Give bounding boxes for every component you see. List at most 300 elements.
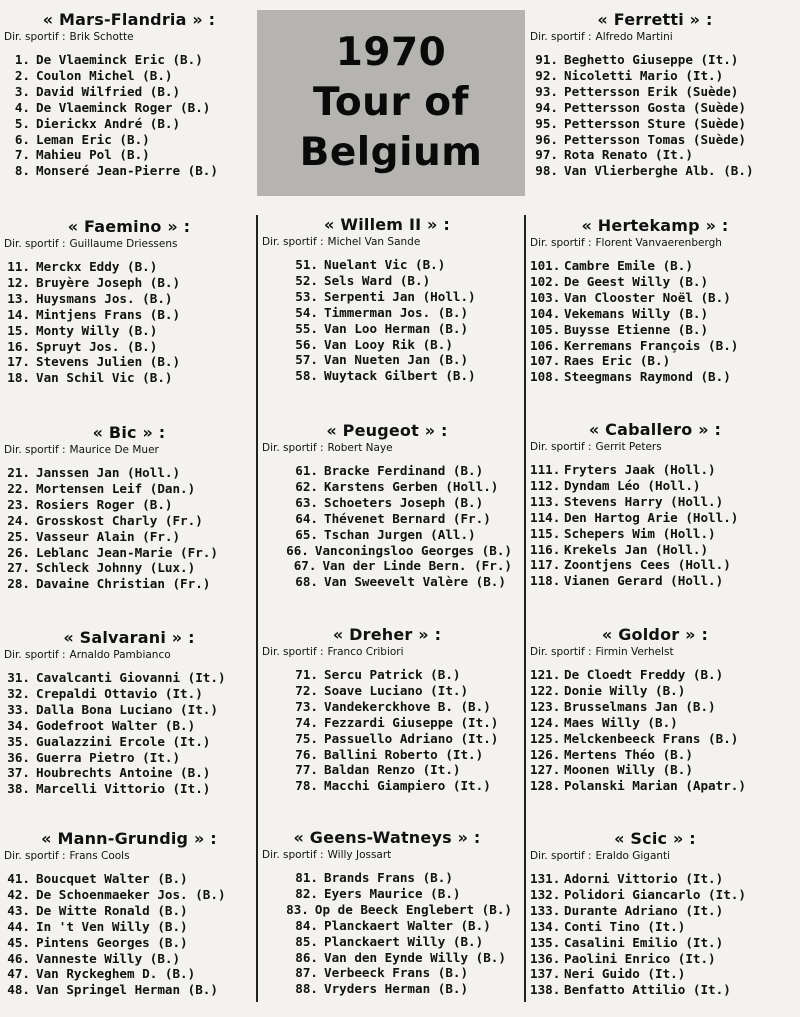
team-block — [262, 215, 512, 384]
rider-number: 83. — [286, 901, 309, 917]
rider-name: Gualazzini Ercole (It.) — [36, 733, 211, 749]
rider-row — [530, 510, 780, 526]
rider-row — [4, 781, 254, 797]
rider-number: 82. — [295, 885, 318, 901]
rider-row — [530, 258, 780, 274]
rider-row — [4, 68, 254, 84]
rider-row — [530, 573, 780, 589]
rider-number: 87. — [295, 965, 318, 981]
rider-number: 33. — [7, 701, 30, 717]
team-director — [4, 238, 254, 250]
rider-row — [262, 715, 512, 731]
rider-number: 48. — [7, 982, 30, 998]
rider-number: 85. — [295, 933, 318, 949]
director-name: Firmin Verhelst — [595, 646, 674, 658]
team-block — [530, 829, 780, 998]
rider-row — [4, 576, 254, 592]
rider-number: 67. — [293, 558, 317, 574]
team-director — [262, 849, 512, 861]
director-name: Willy Jossart — [327, 849, 392, 861]
rider-number: 25. — [7, 528, 30, 544]
rider-row — [4, 307, 254, 323]
team-name: « Bic » : — [92, 423, 166, 442]
rider-number: 34. — [7, 717, 30, 733]
rider-name: Marcelli Vittorio (It.) — [36, 781, 211, 797]
rider-name: Mertens Théo (B.) — [564, 746, 693, 762]
rider-number: 126. — [530, 746, 561, 762]
rider-number: 125. — [530, 730, 561, 746]
rider-row — [4, 291, 254, 307]
rider-list — [4, 465, 254, 592]
team-director — [4, 444, 254, 456]
rider-row — [262, 762, 512, 778]
rider-row — [530, 274, 780, 290]
rider-number: 81. — [295, 870, 318, 885]
rider-name: Cambre Emile (B.) — [564, 258, 693, 273]
team-block — [530, 420, 780, 589]
rider-number: 61. — [295, 463, 318, 478]
rider-name: Planckaert Willy (B.) — [324, 933, 484, 949]
team-name: « Mars-Flandria » : — [42, 10, 216, 29]
rider-row — [4, 497, 254, 513]
team-director — [262, 442, 512, 454]
rider-row — [530, 100, 780, 116]
rider-name: Mahieu Pol (B.) — [36, 147, 150, 163]
rider-name: Dalla Bona Luciano (It.) — [36, 701, 218, 717]
director-name: Frans Cools — [69, 850, 130, 862]
rider-row — [4, 686, 254, 702]
rider-name: Dyndam Léo (Holl.) — [564, 477, 701, 493]
rider-number: 98. — [535, 163, 558, 179]
rider-number: 64. — [295, 510, 318, 526]
rider-row — [4, 765, 254, 781]
team-name: « Goldor » : — [601, 625, 709, 644]
director-name: Gerrit Peters — [595, 441, 662, 453]
rider-row — [262, 527, 512, 543]
team-director — [530, 31, 780, 43]
rider-row — [530, 903, 780, 919]
rider-row — [262, 352, 512, 368]
rider-row — [262, 950, 512, 966]
director-label: Dir. sportif : — [530, 441, 592, 453]
rider-row — [530, 306, 780, 322]
team-block — [4, 628, 254, 797]
rider-name: Vianen Gerard (Holl.) — [564, 573, 724, 589]
rider-number: 78. — [295, 778, 318, 794]
rider-number: 7. — [14, 147, 30, 163]
director-label: Dir. sportif : — [262, 646, 324, 658]
rider-name: Passuello Adriano (It.) — [324, 730, 499, 746]
rider-row — [262, 463, 512, 479]
rider-name: Monseré Jean-Pierre (B.) — [36, 163, 218, 179]
rider-number: 107. — [530, 353, 561, 369]
rider-number: 45. — [7, 934, 30, 950]
rider-name: Polidori Giancarlo (It.) — [564, 886, 746, 902]
rider-row — [4, 323, 254, 339]
rider-number: 96. — [535, 131, 558, 147]
rider-row — [530, 715, 780, 731]
rider-number: 108. — [530, 369, 561, 385]
director-name: Florent Vanvaerenbergh — [595, 237, 722, 249]
rider-row — [4, 529, 254, 545]
rider-number: 136. — [530, 950, 561, 966]
rider-row — [530, 919, 780, 935]
rider-number: 2. — [14, 67, 30, 83]
team-block — [530, 10, 780, 179]
rider-row — [4, 935, 254, 951]
rider-row — [262, 731, 512, 747]
rider-name: Vryders Herman (B.) — [324, 981, 469, 997]
rider-list — [4, 259, 254, 386]
rider-number: 135. — [530, 934, 561, 950]
rider-number: 121. — [530, 667, 561, 682]
rider-number: 102. — [530, 273, 561, 289]
rider-number: 88. — [295, 981, 318, 997]
rider-row — [262, 574, 512, 590]
rider-name: Dierickx André (B.) — [36, 115, 181, 131]
rider-row — [4, 670, 254, 686]
rider-list — [262, 463, 512, 590]
rider-name: Donie Willy (B.) — [564, 682, 686, 698]
rider-row — [4, 132, 254, 148]
rider-name: Spruyt Jos. (B.) — [36, 338, 158, 354]
rider-number: 32. — [7, 685, 30, 701]
rider-name: Maes Willy (B.) — [564, 714, 678, 730]
rider-row — [4, 370, 254, 386]
rider-row — [530, 322, 780, 338]
rider-row — [530, 147, 780, 163]
rider-name: Crepaldi Ottavio (It.) — [36, 685, 203, 701]
rider-name: Van Ryckeghem D. (B.) — [36, 966, 196, 982]
rider-row — [4, 734, 254, 750]
rider-name: Pettersson Tomas (Suède) — [564, 131, 746, 147]
rider-row — [4, 545, 254, 561]
director-label: Dir. sportif : — [530, 646, 592, 658]
rider-number: 21. — [7, 465, 30, 480]
rider-number: 114. — [530, 509, 561, 525]
director-name: Brik Schotte — [69, 31, 134, 43]
rider-name: Merckx Eddy (B.) — [36, 259, 158, 274]
rider-row — [4, 259, 254, 275]
rider-number: 4. — [14, 99, 30, 115]
rider-name: Baldan Renzo (It.) — [324, 762, 461, 778]
rider-row — [262, 495, 512, 511]
team-block — [4, 10, 254, 179]
rider-number: 46. — [7, 950, 30, 966]
rider-number: 76. — [295, 746, 318, 762]
rider-name: Coulon Michel (B.) — [36, 67, 173, 83]
rider-row — [530, 494, 780, 510]
rider-name: Beghetto Giuseppe (It.) — [564, 52, 739, 67]
rider-row — [262, 965, 512, 981]
rider-row — [4, 702, 254, 718]
rider-name: Cavalcanti Giovanni (It.) — [36, 670, 226, 685]
rider-name: Rota Renato (It.) — [564, 147, 693, 163]
rider-row — [4, 919, 254, 935]
rider-name: Planckaert Walter (B.) — [324, 917, 491, 933]
rider-name: Macchi Giampiero (It.) — [324, 778, 491, 794]
rider-row — [4, 339, 254, 355]
team-block — [262, 625, 512, 794]
rider-row — [530, 478, 780, 494]
rider-name: Tschan Jurgen (All.) — [324, 526, 476, 542]
rider-name: De Schoenmaeker Jos. (B.) — [36, 886, 226, 902]
director-label: Dir. sportif : — [262, 849, 324, 861]
rider-name: Ballini Roberto (It.) — [324, 746, 484, 762]
rider-name: Benfatto Attilio (It.) — [564, 982, 731, 998]
rider-name: Stevens Harry (Holl.) — [564, 493, 724, 509]
rider-name: Krekels Jan (Holl.) — [564, 541, 709, 557]
rider-row — [530, 353, 780, 369]
team-name: « Willem II » : — [324, 215, 450, 234]
rider-number: 101. — [530, 258, 561, 273]
rider-name: Serpenti Jan (Holl.) — [324, 288, 476, 304]
rider-name: Van Looy Rik (B.) — [324, 336, 453, 352]
rider-list — [530, 52, 780, 179]
rider-row — [530, 290, 780, 306]
director-label: Dir. sportif : — [530, 237, 592, 249]
director-name: Michel Van Sande — [327, 236, 421, 248]
rider-number: 91. — [535, 52, 558, 67]
rider-name: Vandekerckhove B. (B.) — [324, 698, 491, 714]
rider-number: 14. — [7, 306, 30, 322]
rider-list — [4, 52, 254, 179]
rider-name: Stevens Julien (B.) — [36, 354, 181, 370]
rider-name: Casalini Emilio (It.) — [564, 934, 724, 950]
rider-row — [262, 778, 512, 794]
rider-row — [262, 934, 512, 950]
rider-number: 97. — [535, 147, 558, 163]
rider-name: Wuytack Gilbert (B.) — [324, 368, 476, 384]
team-name: « Geens-Watneys » : — [293, 828, 481, 847]
rider-row — [4, 951, 254, 967]
rider-name: De Vlaeminck Eric (B.) — [36, 52, 203, 67]
rider-row — [4, 275, 254, 291]
rider-row — [4, 52, 254, 68]
rider-list — [530, 462, 780, 589]
rider-row — [262, 511, 512, 527]
rider-row — [262, 699, 512, 715]
rider-list — [262, 667, 512, 794]
rider-name: Moonen Willy (B.) — [564, 762, 693, 778]
rider-number: 58. — [295, 368, 318, 384]
rider-number: 75. — [295, 730, 318, 746]
rider-row — [262, 918, 512, 934]
director-label: Dir. sportif : — [530, 850, 592, 862]
rider-name: Leman Eric (B.) — [36, 131, 150, 147]
team-director — [4, 31, 254, 43]
rider-name: Vasseur Alain (Fr.) — [36, 528, 181, 544]
rider-row — [262, 305, 512, 321]
rider-list — [530, 258, 780, 385]
rider-row — [530, 778, 780, 794]
team-name: « Salvarani » : — [63, 628, 195, 647]
rider-row — [530, 68, 780, 84]
rider-name: Van Loo Herman (B.) — [324, 320, 469, 336]
rider-number: 77. — [295, 762, 318, 778]
rider-name: Kerremans François (B.) — [564, 337, 739, 353]
team-block — [4, 423, 254, 592]
director-label: Dir. sportif : — [262, 442, 324, 454]
rider-name: Godefroot Walter (B.) — [36, 717, 196, 733]
rider-number: 1. — [14, 52, 30, 67]
rider-name: Monty Willy (B.) — [36, 322, 158, 338]
rider-number: 133. — [530, 902, 561, 918]
rider-number: 71. — [295, 667, 318, 682]
rider-row — [530, 462, 780, 478]
rider-number: 57. — [295, 352, 318, 368]
team-block — [4, 217, 254, 386]
rider-list — [4, 670, 254, 797]
rider-row — [530, 542, 780, 558]
rider-number: 66. — [286, 542, 309, 558]
rider-name: Schoeters Joseph (B.) — [324, 494, 484, 510]
rider-number: 113. — [530, 493, 561, 509]
team-director — [530, 441, 780, 453]
rider-number: 16. — [7, 338, 30, 354]
rider-number: 105. — [530, 321, 561, 337]
rider-name: Fezzardi Giuseppe (It.) — [324, 714, 499, 730]
rider-name: Davaine Christian (Fr.) — [36, 576, 211, 592]
rider-number: 117. — [530, 557, 561, 573]
rider-row — [4, 100, 254, 116]
rider-number: 53. — [295, 288, 318, 304]
team-name: « Ferretti » : — [597, 10, 713, 29]
rider-row — [262, 902, 512, 918]
team-director — [4, 649, 254, 661]
rider-name: Pintens Georges (B.) — [36, 934, 188, 950]
rider-name: De Geest Willy (B.) — [564, 273, 709, 289]
rider-row — [4, 465, 254, 481]
rider-row — [530, 951, 780, 967]
rider-number: 27. — [7, 560, 30, 576]
rider-name: Melckenbeeck Frans (B.) — [564, 730, 739, 746]
rider-name: Buysse Etienne (B.) — [564, 321, 709, 337]
rider-name: Sercu Patrick (B.) — [324, 667, 461, 682]
rider-number: 106. — [530, 337, 561, 353]
rider-name: De Witte Ronald (B.) — [36, 902, 188, 918]
rider-name: Leblanc Jean-Marie (Fr.) — [36, 544, 218, 560]
rider-name: Verbeeck Frans (B.) — [324, 965, 469, 981]
director-name: Guillaume Driessens — [69, 238, 178, 250]
rider-row — [530, 683, 780, 699]
rider-number: 68. — [295, 574, 318, 590]
rider-row — [530, 338, 780, 354]
rider-row — [262, 289, 512, 305]
rider-row — [262, 558, 512, 574]
rider-number: 31. — [7, 670, 30, 685]
rider-name: Schleck Johnny (Lux.) — [36, 560, 196, 576]
rider-name: Zoontjens Cees (Holl.) — [564, 557, 731, 573]
team-name: « Dreher » : — [332, 625, 442, 644]
team-block — [530, 216, 780, 385]
rider-name: Houbrechts Antoine (B.) — [36, 765, 211, 781]
team-name: « Caballero » : — [588, 420, 722, 439]
rider-row — [262, 321, 512, 337]
team-block — [4, 829, 254, 998]
rider-number: 112. — [530, 477, 561, 493]
rider-name: Van der Linde Bern. (Fr.) — [322, 558, 512, 574]
rider-name: Polanski Marian (Apatr.) — [564, 778, 746, 794]
rider-name: De Cloedt Freddy (B.) — [564, 667, 724, 682]
rider-name: Karstens Gerben (Holl.) — [324, 478, 499, 494]
rider-name: Van den Eynde Willy (B.) — [324, 949, 506, 965]
rider-number: 54. — [295, 304, 318, 320]
rider-number: 18. — [7, 370, 30, 386]
director-name: Eraldo Giganti — [595, 850, 671, 862]
rider-name: Boucquet Walter (B.) — [36, 871, 188, 886]
director-name: Franco Cribiori — [327, 646, 404, 658]
rider-row — [530, 667, 780, 683]
rider-number: 94. — [535, 99, 558, 115]
column-divider-left — [256, 215, 258, 1002]
rider-row — [262, 667, 512, 683]
rider-row — [262, 981, 512, 997]
rider-row — [4, 163, 254, 179]
director-name: Alfredo Martini — [595, 31, 673, 43]
rider-name: Rosiers Roger (B.) — [36, 496, 173, 512]
rider-name: Bracke Ferdinand (B.) — [324, 463, 484, 478]
rider-number: 62. — [295, 478, 318, 494]
rider-number: 118. — [530, 573, 561, 589]
rider-number: 116. — [530, 541, 561, 557]
rider-name: Eyers Maurice (B.) — [324, 885, 461, 901]
rider-number: 138. — [530, 982, 561, 998]
rider-name: Pettersson Gosta (Suède) — [564, 99, 746, 115]
team-block — [530, 625, 780, 794]
rider-number: 72. — [295, 682, 318, 698]
rider-number: 128. — [530, 778, 561, 794]
rider-list — [262, 257, 512, 384]
rider-row — [4, 147, 254, 163]
rider-name: Vanconingsloo Georges (B.) — [314, 542, 512, 558]
team-director — [530, 850, 780, 862]
rider-number: 124. — [530, 714, 561, 730]
rider-name: Adorni Vittorio (It.) — [564, 871, 724, 886]
rider-row — [530, 887, 780, 903]
rider-number: 51. — [295, 257, 318, 272]
column-divider-right — [524, 215, 526, 1002]
rider-row — [4, 354, 254, 370]
director-label: Dir. sportif : — [262, 236, 324, 248]
rider-row — [262, 747, 512, 763]
rider-row — [530, 116, 780, 132]
rider-number: 41. — [7, 871, 30, 886]
rider-name: Pettersson Erik (Suède) — [564, 83, 739, 99]
director-label: Dir. sportif : — [530, 31, 592, 43]
rider-row — [530, 52, 780, 68]
rider-name: Van Sweevelt Valère (B.) — [324, 574, 506, 590]
rider-row — [4, 903, 254, 919]
rider-name: Van Clooster Noël (B.) — [564, 289, 731, 305]
rider-number: 47. — [7, 966, 30, 982]
rider-name: Vekemans Willy (B.) — [564, 305, 709, 321]
director-label: Dir. sportif : — [4, 238, 66, 250]
rider-number: 5. — [14, 115, 30, 131]
director-name: Robert Naye — [327, 442, 393, 454]
rider-row — [4, 966, 254, 982]
rider-number: 43. — [7, 902, 30, 918]
rider-number: 23. — [7, 496, 30, 512]
rider-number: 111. — [530, 462, 561, 477]
rider-name: Brusselmans Jan (B.) — [564, 698, 716, 714]
rider-number: 36. — [7, 749, 30, 765]
rider-row — [530, 163, 780, 179]
rider-row — [262, 337, 512, 353]
rider-number: 95. — [535, 115, 558, 131]
rider-number: 56. — [295, 336, 318, 352]
rider-number: 92. — [535, 67, 558, 83]
